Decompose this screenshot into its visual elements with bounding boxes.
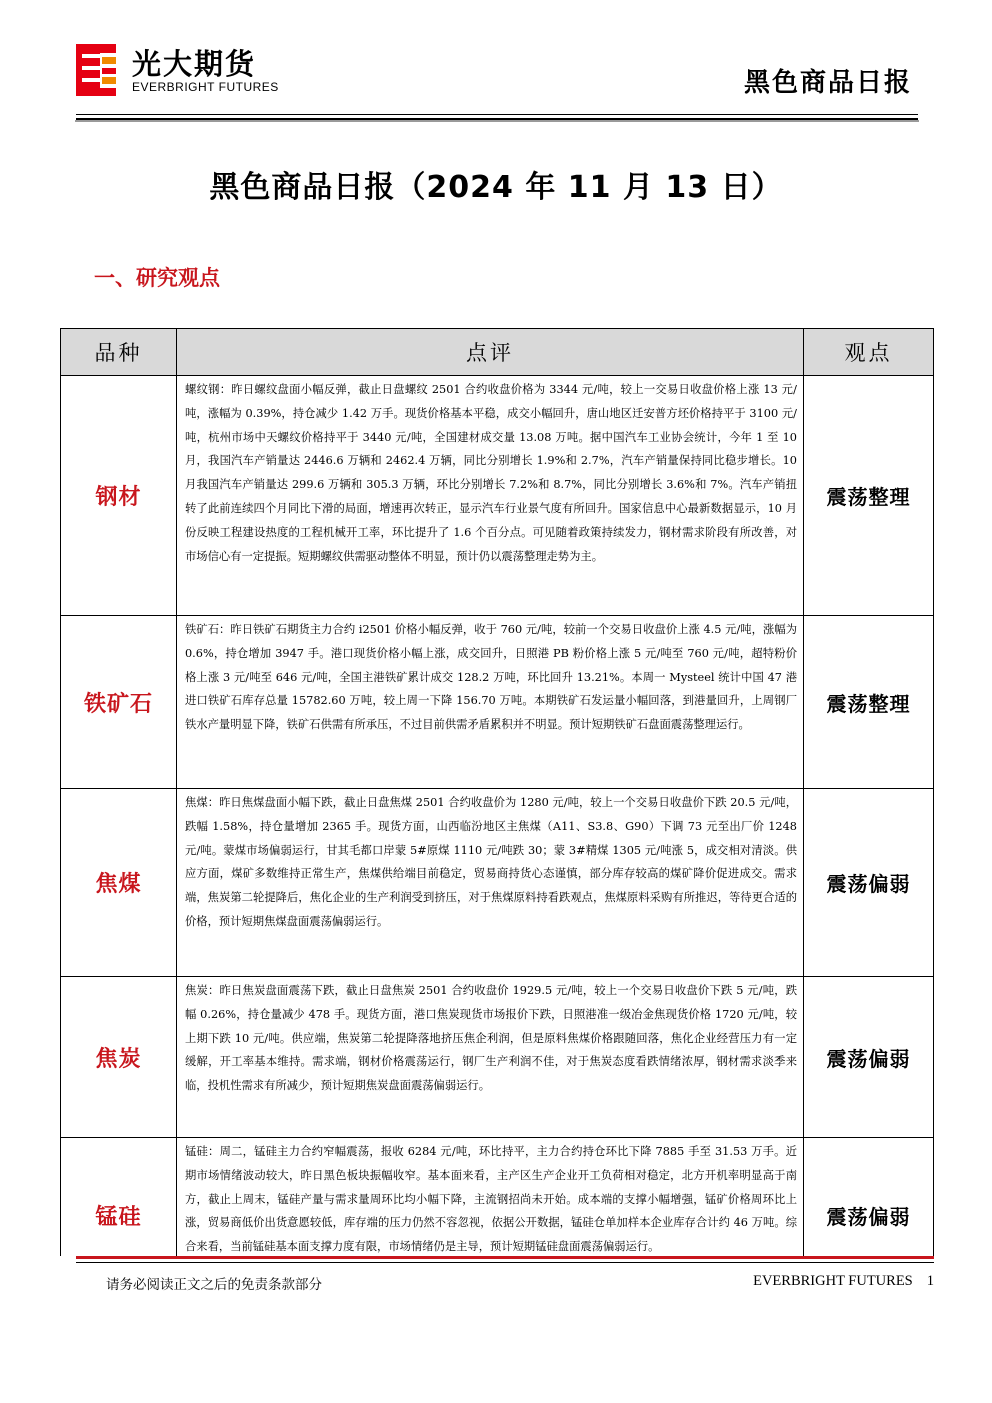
table-row <box>61 977 934 1138</box>
brand-name-cn: 光大期货 <box>132 47 257 81</box>
table-row <box>61 789 934 977</box>
page-footer <box>76 1256 934 1296</box>
page-header <box>76 38 916 122</box>
everbright-logo-icon <box>76 44 116 96</box>
variety-name: 钢材 <box>61 376 177 616</box>
table-row <box>61 616 934 789</box>
variety-view: 震荡整理 <box>804 376 934 616</box>
variety-name: 锰硅 <box>61 1138 177 1294</box>
column-header-comment: 点评 <box>177 329 804 376</box>
report-type-label: 黑色商品日报 <box>743 68 912 98</box>
page-number: 1 <box>926 1273 934 1289</box>
variety-view: 震荡整理 <box>804 616 934 789</box>
header-divider-shadow <box>75 120 919 122</box>
variety-view: 震荡偏弱 <box>804 1138 934 1294</box>
table-row <box>61 376 934 616</box>
footer-divider <box>76 1262 934 1263</box>
variety-comment: 螺纹钢：昨日螺纹盘面小幅反弹，截止日盘螺纹 2501 合约收盘价格为 3344 元/吨，较上一交易日收盘价格上涨 13 元/吨，涨幅为 0.39%，持仓减少 1.42 万手。现货价格基本平稳，成交小幅回升，唐山地区迁安普方坯价格持平于 3100 元/吨，杭州市场中天螺纹价格持平于 3440 元/吨，全国建材成交量 13.08 万吨。据中国汽车工业协会统计，今年 1 至 10 月，我国汽车产销量达 2446.6 万辆和 2462.4 万辆，同比分别增长 1.9%和 2.7%，汽车产销量保持同比稳步增长。10 月我国汽车产销量达 299.6 万辆和 305.3 万辆，环比分别增长 7.2%和 8.7%，同比分别增长 3.6%和 7%。汽车产销扭转了此前连续四个月同比下滑的局面，增速再次转正，显示汽车行业景气度有所回升。国家信息中心最新数据显示，10 月份反映工程建设热度的工程机械开工率，环比提升了 1.6 个百分点。可见随着政策持续发力，钢材需求阶段有所改善，对市场信心有一定提振。短期螺纹供需驱动整体不明显，预计仍以震荡整理走势为主。 <box>177 376 804 616</box>
variety-comment: 铁矿石：昨日铁矿石期货主力合约 i2501 价格小幅反弹，收于 760 元/吨，较前一个交易日收盘价上涨 4.5 元/吨，涨幅为 0.6%，持仓增加 3947 手。港口现货价格小幅上涨，成交回升，日照港 PB 粉价格上涨 5 元/吨至 760 元/吨，超特粉价格上涨 3 元/吨至 646 元/吨，全国主港铁矿累计成交 128.2 万吨，环比回升 13.21%。本周一 Mysteel 统计中国 47 港进口铁矿石库存总量 15782.60 万吨，较上周一下降 156.70 万吨。本期铁矿石发运量小幅回落，到港量回升，上周钢厂铁水产量明显下降，铁矿石供需有所承压，不过目前供需矛盾累积并不明显。预计短期铁矿石盘面震荡整理运行。 <box>177 616 804 789</box>
footer-brand-page <box>753 1273 934 1290</box>
column-header-variety: 品种 <box>61 329 177 376</box>
column-header-view: 观点 <box>804 329 934 376</box>
variety-name: 焦煤 <box>61 789 177 977</box>
footer-divider-red <box>76 1256 934 1259</box>
variety-comment: 锰硅：周二，锰硅主力合约窄幅震荡，报收 6284 元/吨，环比持平，主力合约持仓环比下降 7885 手至 31.53 万手。近期市场情绪波动较大，昨日黑色板块振幅收窄。基本面来看，主产区生产企业开工负荷相对稳定，北方开机率明显高于南方，截止上周末，锰硅产量与需求量周环比均小幅下降，主流钢招尚未开始。成本端的支撑小幅增强，锰矿价格周环比上涨，贸易商低价出货意愿较低，库存端的压力仍然不容忽视，依据公开数据，锰硅仓单加样本企业库存合计约 46 万吨。综合来看，当前锰硅基本面支撑力度有限，市场情绪仍是主导，预计短期锰硅盘面震荡偏弱运行。 <box>177 1138 804 1294</box>
variety-comment: 焦煤：昨日焦煤盘面小幅下跌，截止日盘焦煤 2501 合约收盘价为 1280 元/吨，较上一个交易日收盘价下跌 20.5 元/吨，跌幅 1.58%，持仓量增加 2365 手。现货方面，山西临汾地区主焦煤（A11、S3.8、G90）下调 73 元至出厂价 1248 元/吨。蒙煤市场偏弱运行，甘其毛都口岸蒙 5#原煤 1110 元/吨跌 30；蒙 3#精煤 1305 元/吨涨 5，成交相对清淡。供应方面，煤矿多数维持正常生产，焦煤供给端目前稳定，贸易商持货心态谨慎，部分库存较高的煤矿降价促进成交。需求端，焦炭第二轮提降后，焦化企业的生产利润受到挤压，对于焦煤原料持看跌观点，焦煤原料采购有所推迟，等待更合适的价格，预计短期焦煤盘面震荡偏弱运行。 <box>177 789 804 977</box>
table-header-row <box>61 329 934 376</box>
variety-comment: 焦炭：昨日焦炭盘面震荡下跌，截止日盘焦炭 2501 合约收盘价 1929.5 元/吨，较上一个交易日收盘价下跌 5 元/吨，跌幅 0.26%，持仓量减少 478 手。现货方面，港口焦炭现货市场报价下跌，日照港准一级冶金焦现货价格 1720 元/吨，较上期下跌 10 元/吨。供应端，焦炭第二轮提降落地挤压焦企利润，但是原料焦煤价格跟随回落，焦化企业经营压力有一定缓解，开工率基本维持。需求端，钢材价格震荡运行，钢厂生产利润不佳，对于焦炭态度看跌情绪浓厚，钢材需求淡季来临，投机性需求有所减少，预计短期焦炭盘面震荡偏弱运行。 <box>177 977 804 1138</box>
footer-brand: EVERBRIGHT FUTURES <box>753 1273 913 1289</box>
variety-view: 震荡偏弱 <box>804 977 934 1138</box>
variety-view: 震荡偏弱 <box>804 789 934 977</box>
brand-name-en: EVERBRIGHT FUTURES <box>132 80 279 94</box>
disclaimer-note: 请务必阅读正文之后的免责条款部分 <box>106 1277 322 1293</box>
variety-name: 铁矿石 <box>61 616 177 789</box>
report-title: 黑色商品日报（2024 年 11 月 13 日） <box>209 170 783 205</box>
section-heading: 一、研究观点 <box>94 266 220 290</box>
research-views-table <box>60 328 934 1294</box>
variety-name: 焦炭 <box>61 977 177 1138</box>
header-divider <box>76 114 918 115</box>
